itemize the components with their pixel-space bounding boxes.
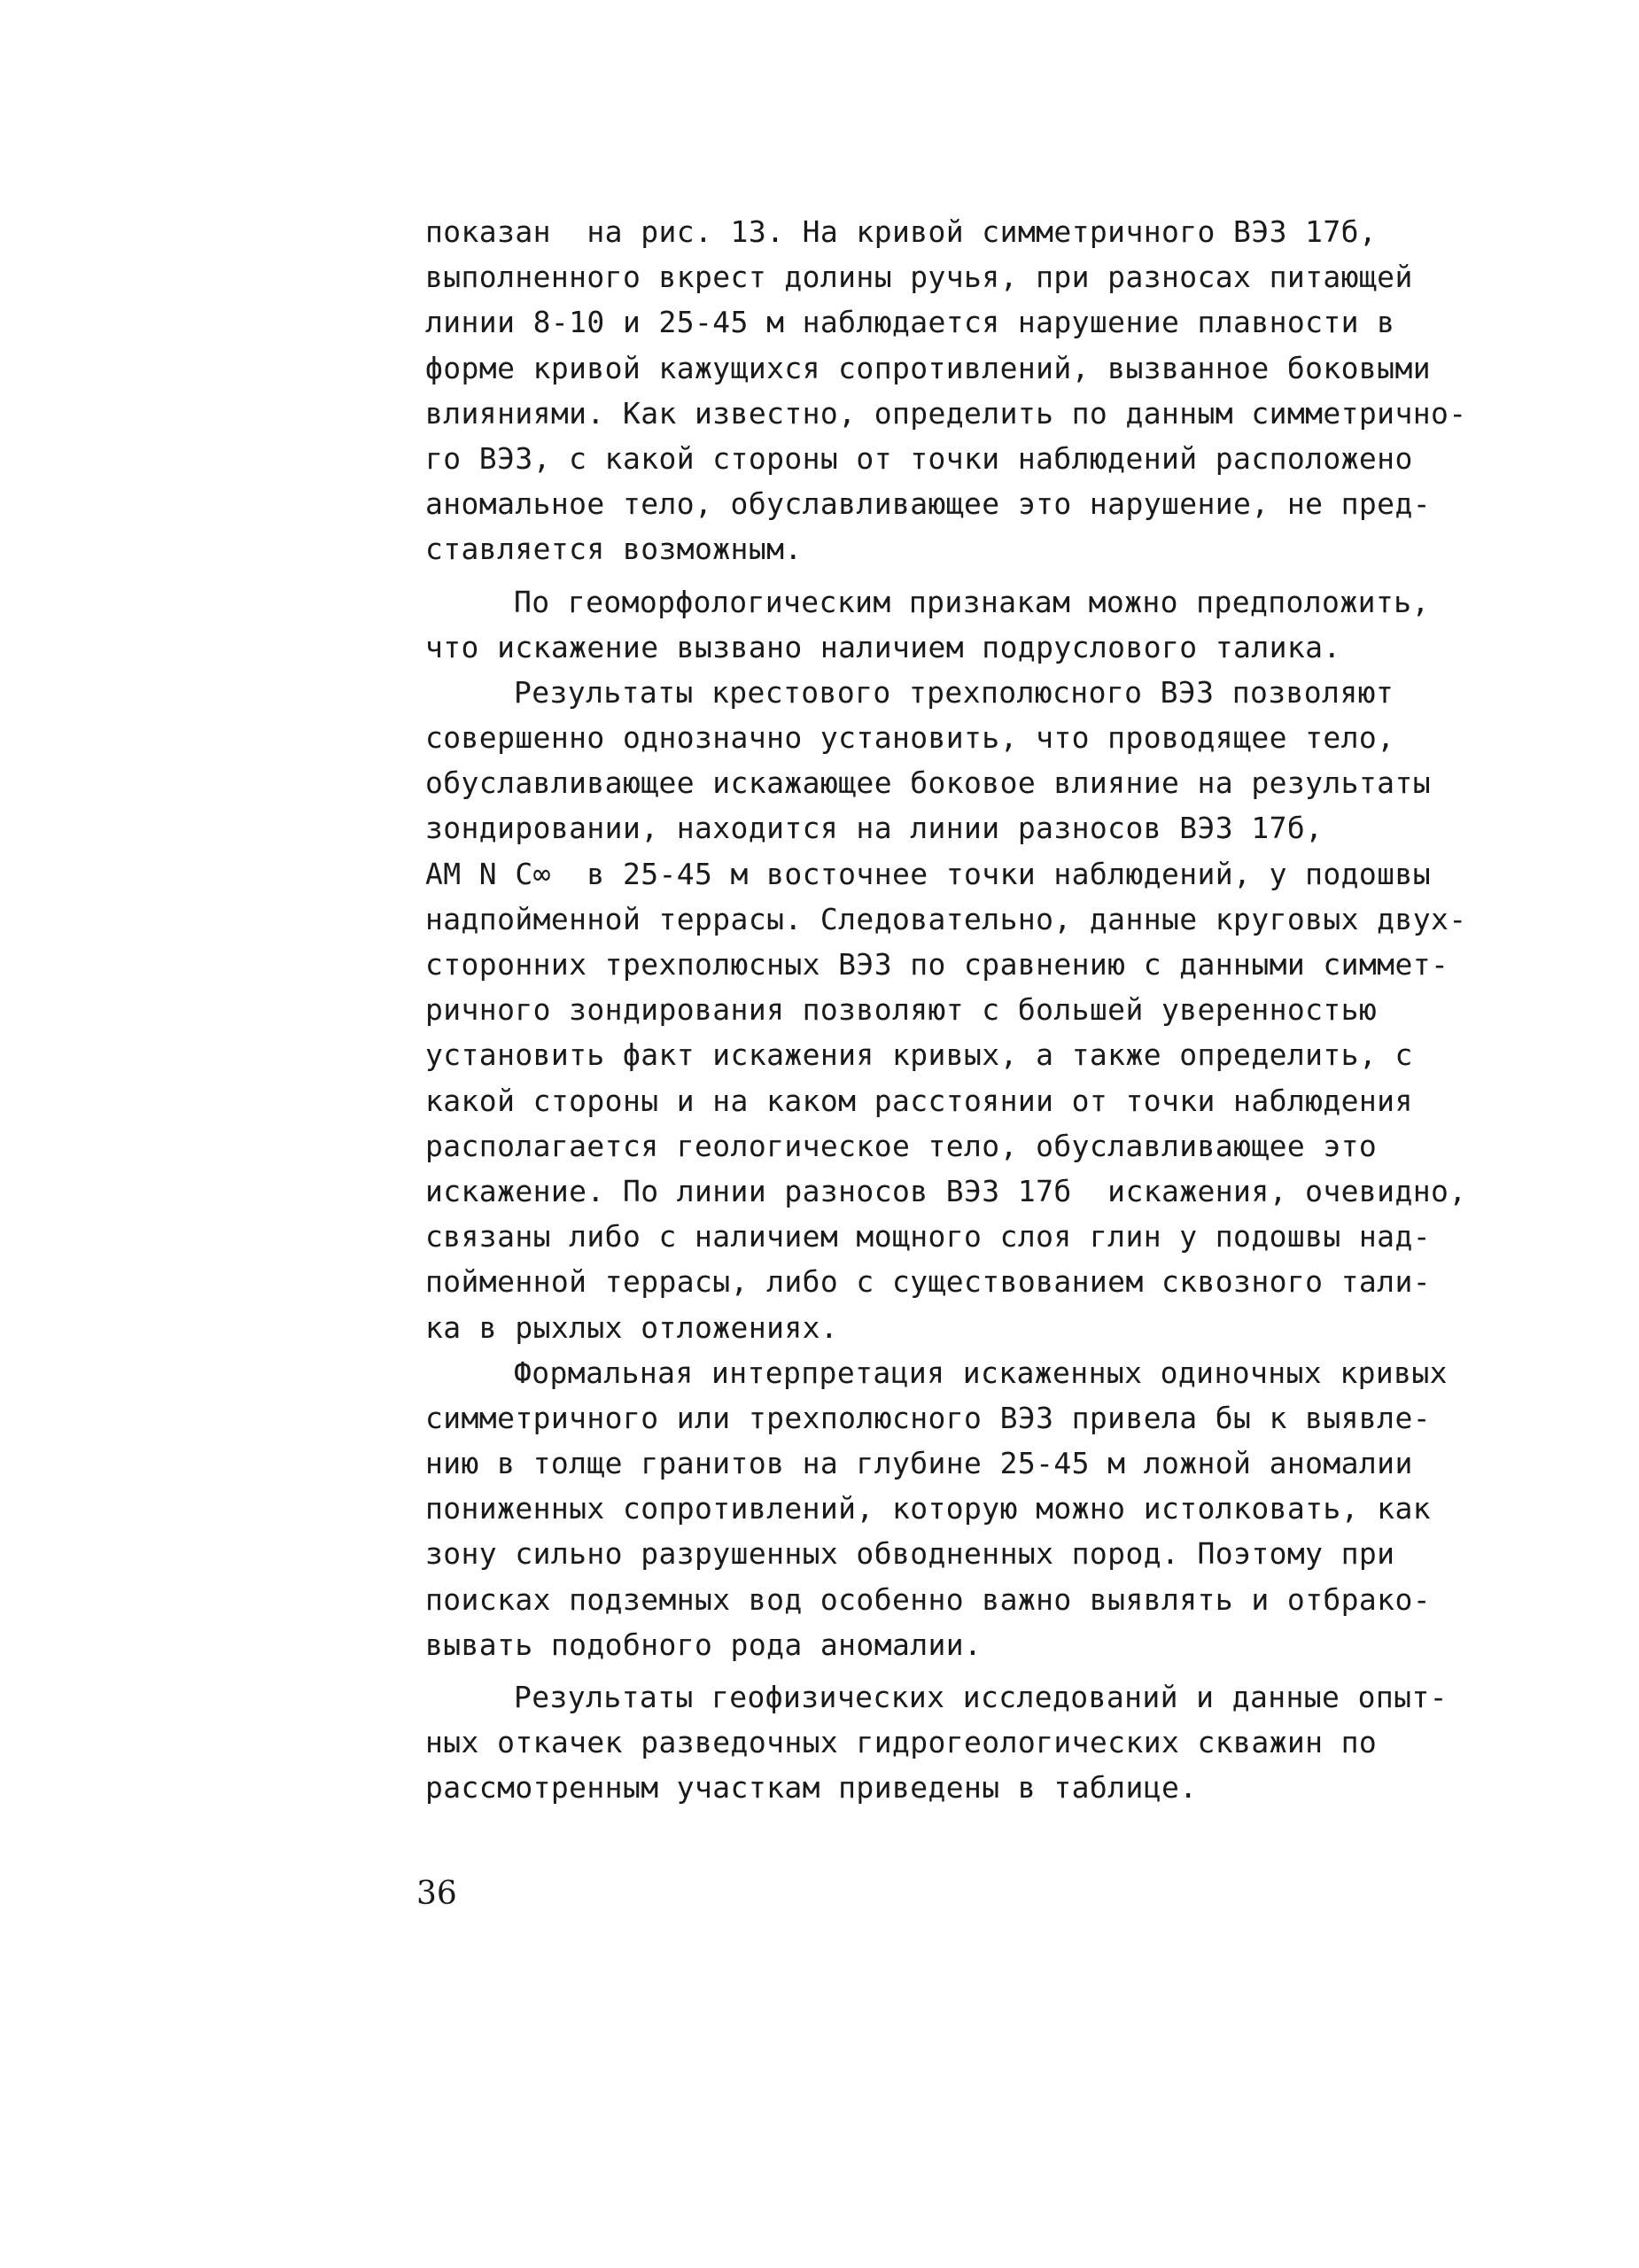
text-line: Результаты крестового трехполюсного ВЭЗ позволяют: [514, 674, 1394, 710]
text-line: надпойменной террасы. Следовательно, данные круговых двух-: [425, 901, 1467, 936]
text-line: ставляется возможным.: [425, 532, 803, 567]
text-line: форме кривой кажущихся сопротивлений, вызванное боковыми: [425, 350, 1431, 385]
text-line: показан на рис. 13. На кривой симметричного ВЭЗ 17б,: [425, 214, 1378, 249]
text-line: Формальная интерпретация искаженных одиночных кривых: [514, 1355, 1448, 1390]
text-line: влияниями. Как известно, определить по данным симметрично-: [425, 395, 1467, 431]
text-line: какой стороны и на каком расстоянии от точки наблюдения: [425, 1083, 1413, 1118]
text-line: что искажение вызвано наличием подруслового талика.: [425, 629, 1341, 664]
text-line: поисках подземных вод особенно важно выявлять и отбрако-: [425, 1581, 1431, 1617]
text-line: зондировании, находится на линии разносов ВЭЗ 17б,: [425, 811, 1324, 846]
text-line: Результаты геофизических исследований и данные опыт-: [514, 1680, 1448, 1714]
text-line: сторонних трехполюсных ВЭЗ по сравнению с данными симмет-: [425, 947, 1449, 982]
text-line: ка в рыхлых отложениях.: [425, 1309, 839, 1345]
text-line: го ВЭЗ, с какой стороны от точки наблюдений расположено: [425, 440, 1413, 476]
text-line: выполненного вкрест долины ручья, при разносах питающей: [425, 260, 1413, 295]
body-text: [425, 209, 1497, 1811]
text-line: нию в толще гранитов на глубине 25-45 м ложной аномалии: [425, 1446, 1413, 1481]
text-line: аномальное тело, обуславливающее это нарушение, не пред-: [425, 486, 1431, 522]
text-line: вывать подобного рода аномалии.: [425, 1627, 983, 1662]
text-line: связаны либо с наличием мощного слоя глин у подошвы над-: [425, 1219, 1431, 1254]
text-line: совершенно однозначно установить, что проводящее тело,: [425, 720, 1395, 756]
text-line: пойменной террасы, либо с существованием сквозного тали-: [425, 1264, 1431, 1300]
text-line: линии 8-10 и 25-45 м наблюдается нарушение плавности в: [425, 305, 1395, 340]
text-line: искажение. По линии разносов ВЭЗ 17б искажения, очевидно,: [425, 1173, 1467, 1208]
text-line: обуславливающее искажающее боковое влияние на результаты: [425, 765, 1431, 801]
text-line: установить факт искажения кривых, а также определить, с: [425, 1037, 1413, 1073]
page-number: 36: [416, 1876, 457, 1912]
text-line: зону сильно разрушенных обводненных пород. Поэтому при: [425, 1536, 1395, 1572]
text-line: рассмотренным участкам приведены в таблице.: [425, 1770, 1198, 1806]
text-line: симметричного или трехполюсного ВЭЗ привела бы к выявле-: [425, 1400, 1431, 1435]
text-line: располагается геологическое тело, обуславливающее это: [425, 1128, 1378, 1163]
text-line: ных откачек разведочных гидрогеологических скважин по: [425, 1725, 1378, 1760]
text-line: ричного зондирования позволяют с большей уверенностью: [425, 992, 1378, 1028]
text-line: пониженных сопротивлений, которую можно истолковать, как: [425, 1491, 1431, 1526]
text-line: По геоморфологическим признакам можно предположить,: [514, 584, 1430, 619]
text-line: AM N C∞ в 25-45 м восточнее точки наблюдений, у подошвы: [425, 856, 1431, 891]
